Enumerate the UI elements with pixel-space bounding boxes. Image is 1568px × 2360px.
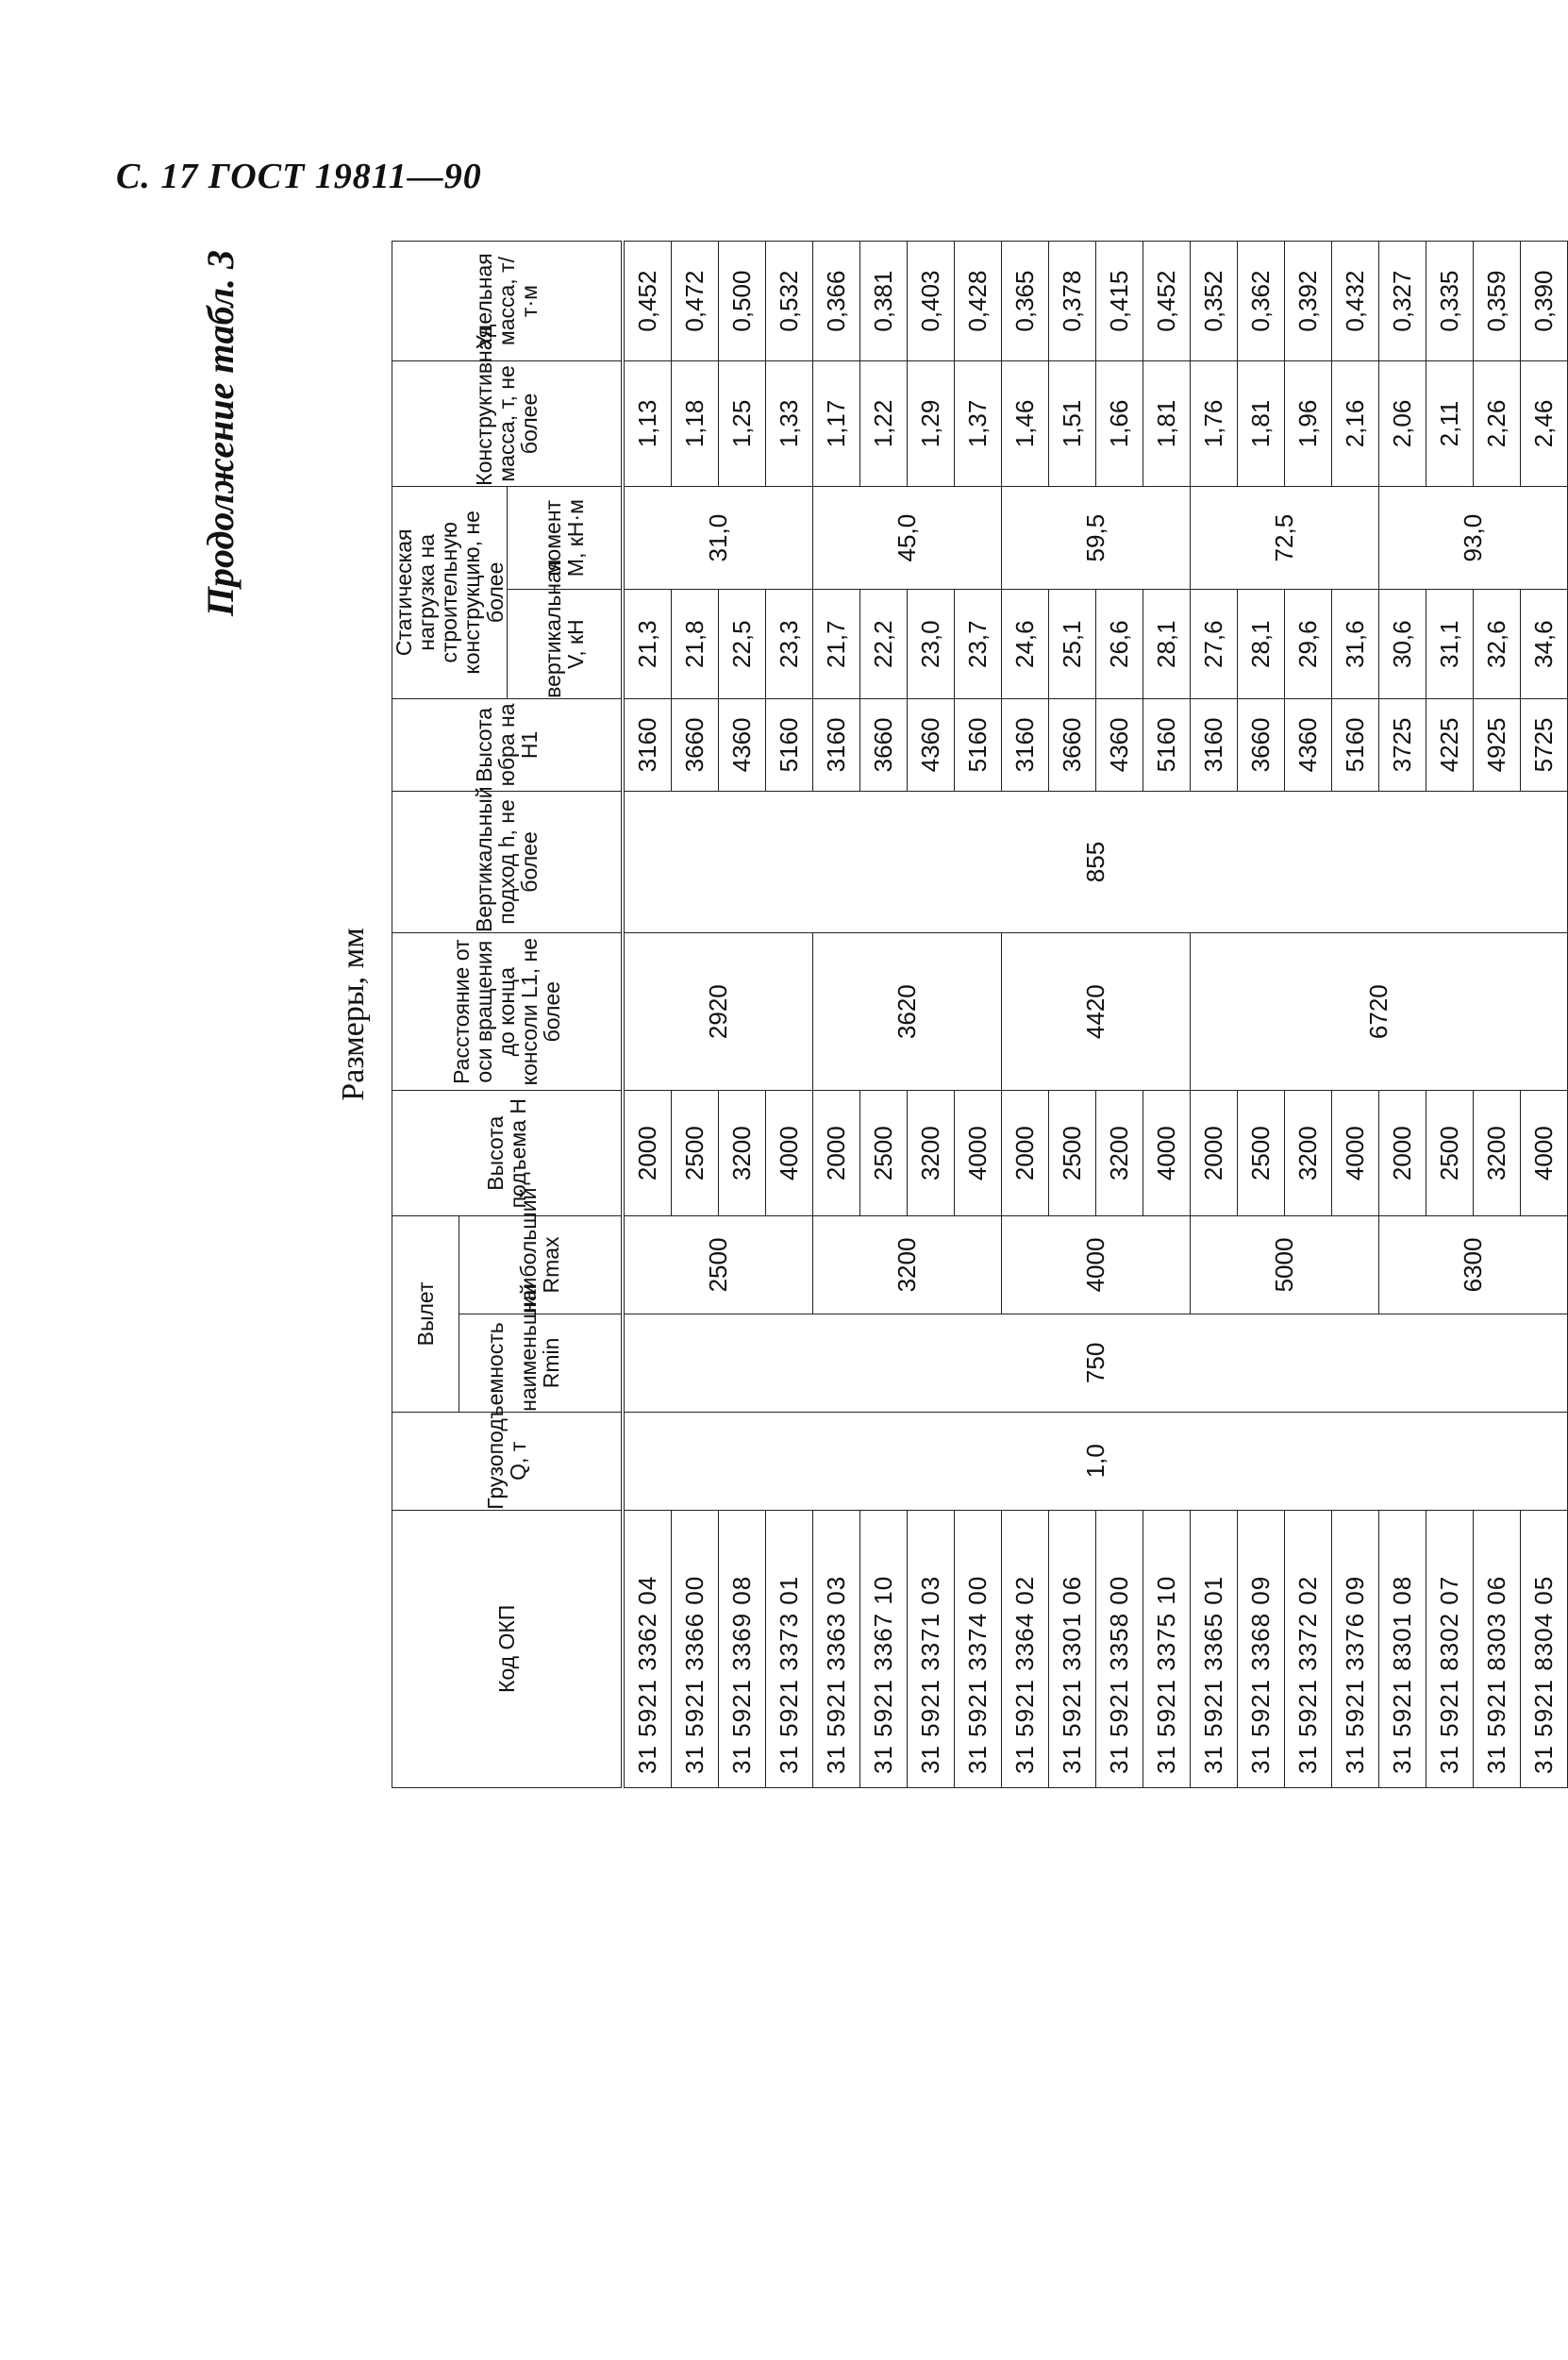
cell-mass: 2,16 [1331,361,1378,487]
header-vert-load: вертикальная V, кН [507,590,623,698]
cell-height-h1: 4360 [1284,698,1331,791]
cell-vert-load: 28,1 [1237,590,1284,698]
cell-specific-mass: 0,403 [907,242,954,361]
cell-mass: 2,26 [1473,361,1520,487]
cell-vert-load: 23,7 [954,590,1001,698]
cell-code: 31 5921 3358 00 [1095,1510,1143,1787]
cell-specific-mass: 0,472 [671,242,718,361]
cell-lift-height: 2500 [671,1091,718,1216]
cell-lift-height: 4000 [954,1091,1001,1216]
cell-moment: 59,5 [1001,486,1190,590]
cell-vert-load: 21,8 [671,590,718,698]
cell-specific-mass: 0,378 [1048,242,1095,361]
cell-lift-height: 2000 [1001,1091,1048,1216]
cell-specific-mass: 0,359 [1473,242,1520,361]
cell-height-h1: 3660 [859,698,907,791]
cell-reach-max: 6300 [1378,1216,1567,1314]
cell-vert-load: 24,6 [1001,590,1048,698]
cell-height-h1: 5160 [1143,698,1190,791]
cell-vert-load: 34,6 [1520,590,1567,698]
cell-lift-height: 3200 [1284,1091,1331,1216]
table-caption: Продолжение табл. 3 [199,250,242,617]
cell-vert-load: 23,0 [907,590,954,698]
cell-specific-mass: 0,390 [1520,242,1567,361]
cell-height-h1: 4360 [718,698,765,791]
cell-height-h1: 3160 [812,698,859,791]
cell-lift-height: 2500 [1237,1091,1284,1216]
header-moment: момент M, кН·м [507,486,623,590]
cell-distance: 4420 [1001,933,1190,1091]
cell-specific-mass: 0,366 [812,242,859,361]
cell-specific-mass: 0,381 [859,242,907,361]
cell-code: 31 5921 3373 01 [765,1510,812,1787]
header-static-load: Статическая нагрузка на строительную конструкцию, не более [392,486,508,698]
cell-lift-height: 2500 [859,1091,907,1216]
cell-mass: 1,33 [765,361,812,487]
cell-reach-max: 5000 [1190,1216,1378,1314]
cell-vert-load: 27,6 [1190,590,1237,698]
table-row [812,242,859,1788]
cell-mass: 1,37 [954,361,1001,487]
cell-code: 31 5921 3366 00 [671,1510,718,1787]
cell-reach-max: 2500 [623,1216,813,1314]
cell-specific-mass: 0,365 [1001,242,1048,361]
cell-vert-load: 21,3 [623,590,672,698]
cell-specific-mass: 0,428 [954,242,1001,361]
cell-lift-height: 2500 [1426,1091,1473,1216]
cell-moment: 31,0 [623,486,813,590]
cell-mass: 2,11 [1426,361,1473,487]
cell-code: 31 5921 8301 08 [1378,1510,1426,1787]
cell-reach-min: 750 [623,1314,1568,1412]
cell-lift-height: 2000 [812,1091,859,1216]
header-specific-mass: Удельная масса, т/т·м [392,242,623,361]
cell-lift-height: 2000 [1378,1091,1426,1216]
cell-code: 31 5921 3301 06 [1048,1510,1095,1787]
cell-vert-load: 22,5 [718,590,765,698]
cell-moment: 45,0 [812,486,1001,590]
cell-height-h1: 5160 [1331,698,1378,791]
cell-distance: 3620 [812,933,1001,1091]
cell-code: 31 5921 3375 10 [1143,1510,1190,1787]
cell-height-h1: 5725 [1520,698,1567,791]
cell-specific-mass: 0,532 [765,242,812,361]
cell-mass: 1,22 [859,361,907,487]
header-distance: Расстояние от оси вращения до конца консоли L1, не более [392,933,623,1091]
cell-vertical: 855 [623,791,1568,932]
cell-reach-max: 3200 [812,1216,1001,1314]
page-header: С. 17 ГОСТ 19811—90 [116,157,482,196]
table-row [1001,242,1048,1788]
header-height-h1: Высота юбра на H1 [392,698,623,791]
cell-code: 31 5921 8304 05 [1520,1510,1567,1787]
cell-moment: 93,0 [1378,486,1567,590]
cell-mass: 1,96 [1284,361,1331,487]
header-code: Код ОКП [392,1510,623,1787]
cell-lift-height: 3200 [1095,1091,1143,1216]
cell-vert-load: 26,6 [1095,590,1143,698]
cell-code: 31 5921 3372 02 [1284,1510,1331,1787]
cell-lift-height: 4000 [765,1091,812,1216]
cell-height-h1: 3660 [1237,698,1284,791]
cell-vert-load: 23,3 [765,590,812,698]
cell-lift-height: 4000 [1520,1091,1567,1216]
cell-lift-height: 3200 [1473,1091,1520,1216]
cell-code: 31 5921 3367 10 [859,1510,907,1787]
cell-distance: 6720 [1190,933,1567,1091]
table-row [1190,242,1237,1788]
cell-specific-mass: 0,432 [1331,242,1378,361]
cell-mass: 1,81 [1143,361,1190,487]
cell-specific-mass: 0,452 [623,242,672,361]
cell-height-h1: 3660 [1048,698,1095,791]
cell-mass: 1,18 [671,361,718,487]
cell-mass: 1,76 [1190,361,1237,487]
cell-height-h1: 3160 [1001,698,1048,791]
cell-lift-height: 2500 [1048,1091,1095,1216]
cell-mass: 2,06 [1378,361,1426,487]
cell-lift-height: 3200 [907,1091,954,1216]
cell-vert-load: 29,6 [1284,590,1331,698]
cell-mass: 1,13 [623,361,672,487]
cell-specific-mass: 0,392 [1284,242,1331,361]
cell-height-h1: 3660 [671,698,718,791]
cell-vert-load: 31,6 [1331,590,1378,698]
cell-mass: 1,81 [1237,361,1284,487]
cell-mass: 1,25 [718,361,765,487]
header-reach: Вылет [392,1216,459,1413]
cell-vert-load: 25,1 [1048,590,1095,698]
cell-moment: 72,5 [1190,486,1378,590]
cell-code: 31 5921 3363 03 [812,1510,859,1787]
cell-height-h1: 3160 [623,698,672,791]
header-reach-max: наибольший Rmax [459,1216,623,1314]
header-reach-min: наименьший Rmin [459,1314,623,1412]
cell-code: 31 5921 3365 01 [1190,1510,1237,1787]
cell-specific-mass: 0,362 [1237,242,1284,361]
cell-specific-mass: 0,415 [1095,242,1143,361]
cell-vert-load: 30,6 [1378,590,1426,698]
cell-height-h1: 4225 [1426,698,1473,791]
cell-specific-mass: 0,335 [1426,242,1473,361]
cell-height-h1: 4925 [1473,698,1520,791]
rotated-table-container [175,241,1558,1788]
cell-reach-max: 4000 [1001,1216,1190,1314]
header-mass: Конструктивная масса, т, не более [392,361,623,487]
cell-vert-load: 22,2 [859,590,907,698]
cell-height-h1: 5160 [765,698,812,791]
cell-code: 31 5921 8302 07 [1426,1510,1473,1787]
table-row [623,242,672,1788]
cell-height-h1: 5160 [954,698,1001,791]
cell-lift-height: 4000 [1143,1091,1190,1216]
cell-specific-mass: 0,500 [718,242,765,361]
cell-mass: 1,51 [1048,361,1095,487]
cell-lift-height: 2000 [1190,1091,1237,1216]
cell-capacity: 1,0 [623,1412,1568,1510]
cell-lift-height: 2000 [623,1091,672,1216]
data-table [316,241,1568,1788]
cell-distance: 2920 [623,933,813,1091]
cell-code: 31 5921 3371 03 [907,1510,954,1787]
cell-mass: 2,46 [1520,361,1567,487]
cell-vert-load: 32,6 [1473,590,1520,698]
header-vertical: Вертикальный подход h, не более [392,791,623,932]
cell-code: 31 5921 3364 02 [1001,1510,1048,1787]
cell-code: 31 5921 8303 06 [1473,1510,1520,1787]
cell-code: 31 5921 3369 08 [718,1510,765,1787]
cell-height-h1: 3160 [1190,698,1237,791]
cell-mass: 1,46 [1001,361,1048,487]
cell-mass: 1,29 [907,361,954,487]
cell-height-h1: 4360 [1095,698,1143,791]
cell-specific-mass: 0,352 [1190,242,1237,361]
cell-code: 31 5921 3374 00 [954,1510,1001,1787]
cell-code: 31 5921 3376 09 [1331,1510,1378,1787]
cell-height-h1: 3725 [1378,698,1426,791]
cell-specific-mass: 0,327 [1378,242,1426,361]
cell-height-h1: 4360 [907,698,954,791]
cell-vert-load: 31,1 [1426,590,1473,698]
header-lift-height: Высота подъема H [392,1091,623,1216]
cell-lift-height: 3200 [718,1091,765,1216]
cell-mass: 1,17 [812,361,859,487]
cell-code: 31 5921 3362 04 [623,1510,672,1787]
cell-vert-load: 28,1 [1143,590,1190,698]
cell-specific-mass: 0,452 [1143,242,1190,361]
header-capacity: Грузоподъемность Q, т [392,1412,623,1510]
cell-vert-load: 21,7 [812,590,859,698]
cell-mass: 1,66 [1095,361,1143,487]
units-label: Размеры, мм [316,242,392,1788]
cell-code: 31 5921 3368 09 [1237,1510,1284,1787]
cell-lift-height: 4000 [1331,1091,1378,1216]
